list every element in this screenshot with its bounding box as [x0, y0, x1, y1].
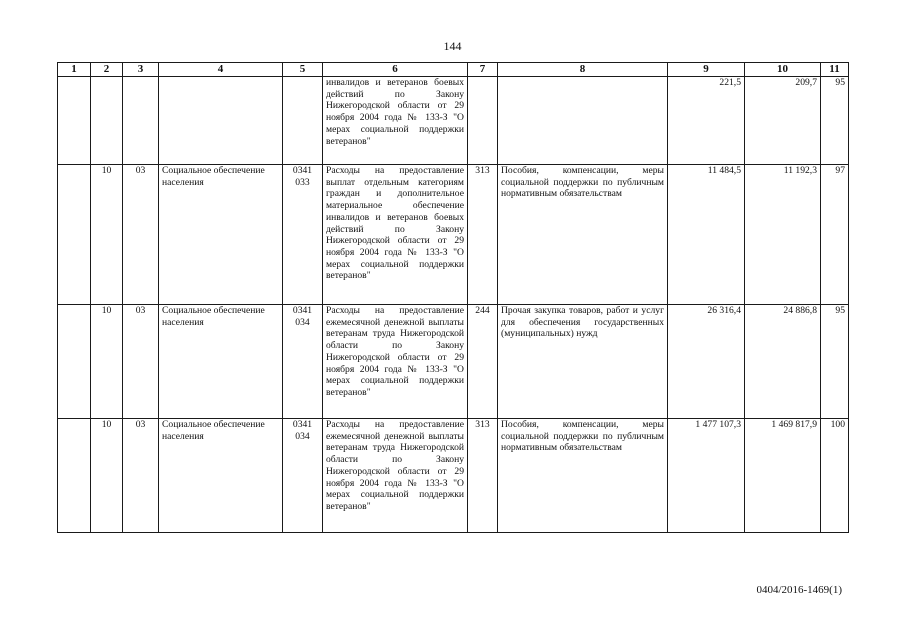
row-number-cell: [58, 77, 91, 165]
header-cell: 1: [58, 63, 91, 77]
amount-planned-cell: 221,5: [668, 77, 745, 165]
header-cell: 9: [668, 63, 745, 77]
page-number: 144: [443, 39, 462, 53]
document-code: 0404/2016-1469(1): [756, 584, 842, 596]
row-number-cell: [58, 165, 91, 305]
target-article-cell: [283, 77, 323, 165]
amount-actual-cell: 1 469 817,9: [745, 419, 821, 533]
expense-description-cell: Расходы на предоставление ежемесячной денежной выплаты ветеранам труда Нижегородской области по Закону Нижегородской области от 29 ноября 2004 года № 133-З "О мерах социальной поддержки ветеранов": [323, 419, 468, 533]
amount-actual-cell: 11 192,3: [745, 165, 821, 305]
target-article-cell: 0341 034: [283, 419, 323, 533]
amount-actual-cell: 209,7: [745, 77, 821, 165]
expense-type-code-cell: 313: [468, 419, 498, 533]
expense-type-name-cell: Прочая закупка товаров, работ и услуг для обеспечения государственных (муниципальных) нужд: [498, 305, 668, 419]
subsection-code-cell: 03: [123, 305, 159, 419]
header-cell: 8: [498, 63, 668, 77]
section-name-cell: Социальное обеспечение населения: [159, 165, 283, 305]
table-row: [58, 305, 849, 419]
percent-cell: 100: [821, 419, 849, 533]
table-row: [58, 165, 849, 305]
target-article-cell: 0341 034: [283, 305, 323, 419]
percent-cell: 95: [821, 77, 849, 165]
header-row: [58, 63, 849, 77]
amount-planned-cell: 11 484,5: [668, 165, 745, 305]
section-code-cell: 10: [91, 419, 123, 533]
expense-description-cell: Расходы на предоставление ежемесячной денежной выплаты ветеранам труда Нижегородской области по Закону Нижегородской области от 29 ноября 2004 года № 133-З "О мерах социальной поддержки ветеранов": [323, 305, 468, 419]
header-cell: 7: [468, 63, 498, 77]
header-cell: 5: [283, 63, 323, 77]
subsection-code-cell: 03: [123, 419, 159, 533]
amount-planned-cell: 1 477 107,3: [668, 419, 745, 533]
percent-cell: 97: [821, 165, 849, 305]
section-name-cell: Социальное обеспечение населения: [159, 419, 283, 533]
header-cell: 4: [159, 63, 283, 77]
expense-type-code-cell: [468, 77, 498, 165]
table-row: [58, 419, 849, 533]
amount-planned-cell: 26 316,4: [668, 305, 745, 419]
expense-description-cell: Расходы на предоставление выплат отдельным категориям граждан и дополнительное материальное обеспечение инвалидов и ветеранов боевых действий по Закону Нижегородской области от 29 ноября 2004 года № 133-З "О мерах социальной поддержки ветеранов": [323, 165, 468, 305]
expense-type-name-cell: Пособия, компенсации, меры социальной поддержки по публичным нормативным обязательствам: [498, 419, 668, 533]
subsection-code-cell: [123, 77, 159, 165]
section-name-cell: Социальное обеспечение населения: [159, 305, 283, 419]
row-number-cell: [58, 419, 91, 533]
header-cell: 11: [821, 63, 849, 77]
subsection-code-cell: 03: [123, 165, 159, 305]
header-cell: 3: [123, 63, 159, 77]
header-cell: 10: [745, 63, 821, 77]
amount-actual-cell: 24 886,8: [745, 305, 821, 419]
expense-type-code-cell: 244: [468, 305, 498, 419]
target-article-cell: 0341 033: [283, 165, 323, 305]
section-code-cell: 10: [91, 165, 123, 305]
percent-cell: 95: [821, 305, 849, 419]
expense-type-name-cell: [498, 77, 668, 165]
table-row: [58, 77, 849, 165]
expense-description-cell: инвалидов и ветеранов боевых действий по Закону Нижегородской области от 29 ноября 2004 года № 133-З "О мерах социальной поддержки ветеранов": [323, 77, 468, 165]
section-name-cell: [159, 77, 283, 165]
row-number-cell: [58, 305, 91, 419]
expense-type-code-cell: 313: [468, 165, 498, 305]
budget-table: [57, 62, 849, 533]
expense-type-name-cell: Пособия, компенсации, меры социальной поддержки по публичным нормативным обязательствам: [498, 165, 668, 305]
section-code-cell: 10: [91, 305, 123, 419]
header-cell: 2: [91, 63, 123, 77]
section-code-cell: [91, 77, 123, 165]
header-cell: 6: [323, 63, 468, 77]
